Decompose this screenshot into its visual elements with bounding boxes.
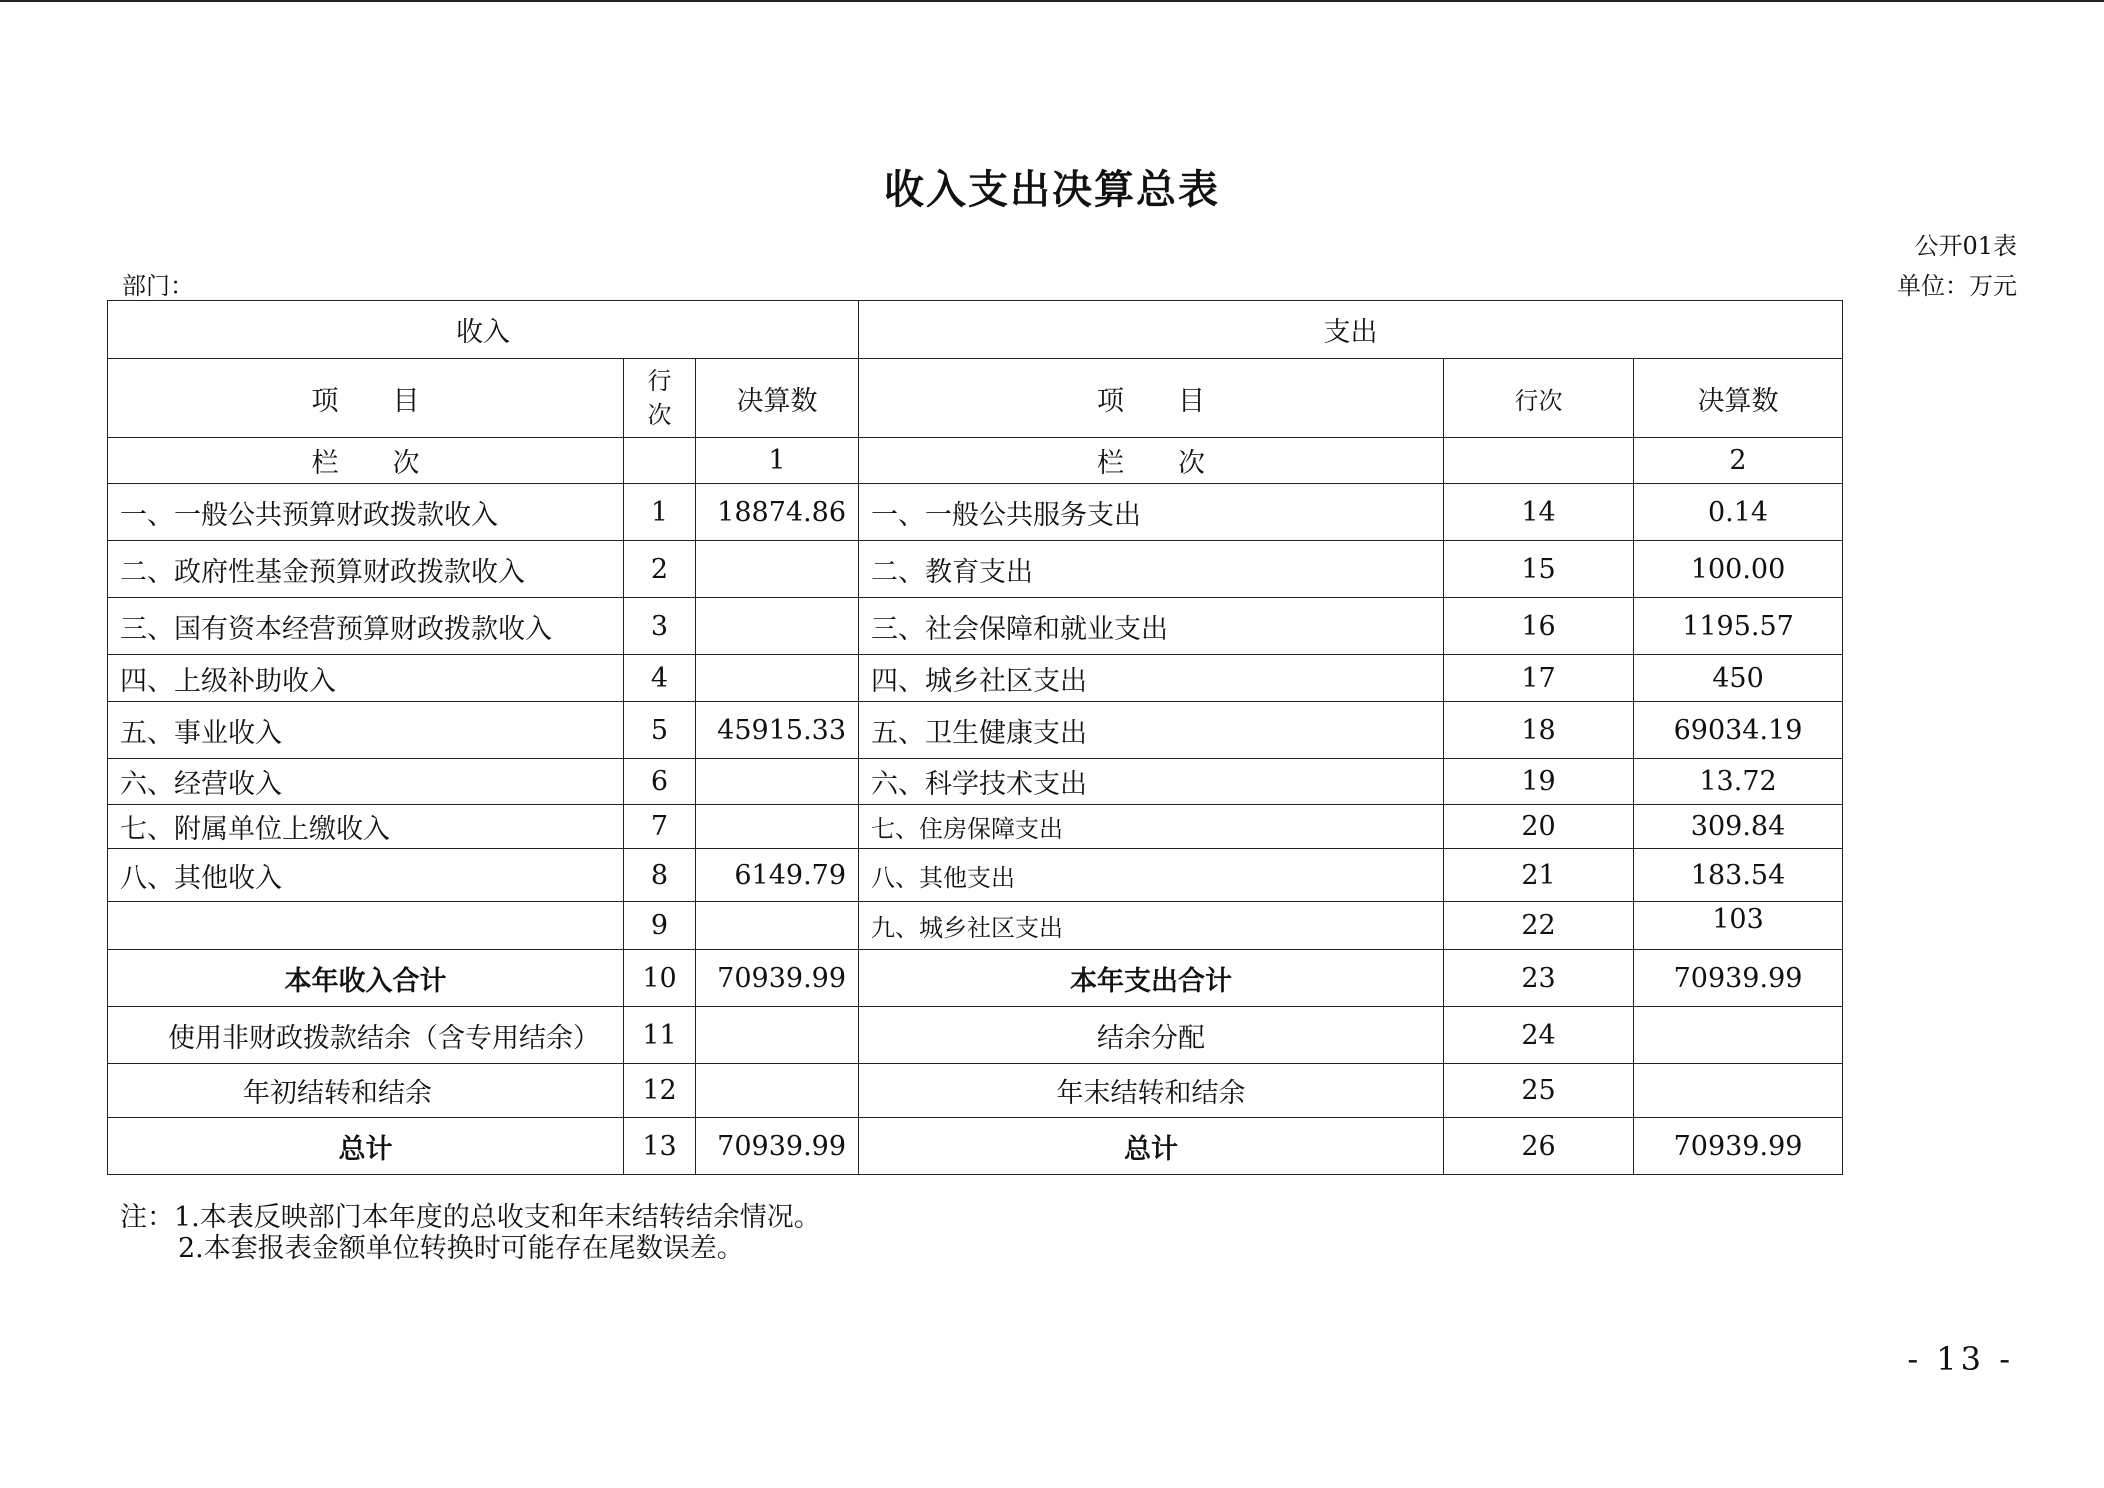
income-row-no: 2 [624, 541, 696, 598]
income-item: 三、国有资本经营预算财政拨款收入 [108, 598, 624, 655]
income-amount [696, 759, 859, 805]
expense-section-header: 支出 [859, 301, 1843, 359]
income-amount: 45915.33 [696, 702, 859, 759]
table-row [108, 484, 1843, 541]
expense-row-no: 20 [1444, 805, 1634, 849]
expense-amount: 69034.19 [1634, 702, 1843, 759]
grand-income-total-label: 总计 [108, 1118, 624, 1175]
income-item-header: 项 目 [108, 359, 624, 438]
nonfiscal-balance-amount [696, 1007, 859, 1064]
table-row [108, 655, 1843, 702]
income-row-no: 5 [624, 702, 696, 759]
balance-usage-row [108, 1007, 1843, 1064]
begin-balance-label: 年初结转和结余 [108, 1064, 624, 1118]
expense-row-no: 18 [1444, 702, 1634, 759]
surplus-distribution-amount [1634, 1007, 1843, 1064]
expense-row-no: 22 [1444, 902, 1634, 950]
income-amount-header: 决算数 [696, 359, 859, 438]
year-total-row [108, 950, 1843, 1007]
unit-label: 单位：万元 [1897, 272, 2017, 300]
income-item: 一、一般公共预算财政拨款收入 [108, 484, 624, 541]
column-number-row [108, 438, 1843, 484]
expense-item: 五、卫生健康支出 [859, 702, 1444, 759]
income-item: 四、上级补助收入 [108, 655, 624, 702]
income-item: 七、附属单位上缴收入 [108, 805, 624, 849]
year-income-total-no: 10 [624, 950, 696, 1007]
grand-income-total-no: 13 [624, 1118, 696, 1175]
note-2: 2.本套报表金额单位转换时可能存在尾数误差。 [178, 1233, 744, 1264]
table-notes [120, 1202, 821, 1264]
income-item: 六、经营收入 [108, 759, 624, 805]
income-row-no: 4 [624, 655, 696, 702]
table-row [108, 541, 1843, 598]
income-item: 二、政府性基金预算财政拨款收入 [108, 541, 624, 598]
begin-balance-amount [696, 1064, 859, 1118]
carryover-row [108, 1064, 1843, 1118]
income-row-no: 1 [624, 484, 696, 541]
page-top-border [0, 0, 2104, 2]
income-row-no: 7 [624, 805, 696, 849]
table-row [108, 902, 1843, 950]
expense-item: 二、教育支出 [859, 541, 1444, 598]
income-item: 五、事业收入 [108, 702, 624, 759]
income-row-no-header: 行 次 [624, 359, 696, 438]
surplus-distribution-no: 24 [1444, 1007, 1634, 1064]
expense-row-no: 15 [1444, 541, 1634, 598]
income-amount: 18874.86 [696, 484, 859, 541]
page-title: 收入支出决算总表 [884, 167, 1220, 213]
column-header-row [108, 359, 1843, 438]
income-amount: 6149.79 [696, 849, 859, 902]
income-expense-table [107, 300, 1843, 1175]
end-balance-no: 25 [1444, 1064, 1634, 1118]
expense-amount: 100.00 [1634, 541, 1843, 598]
income-column-label: 栏 次 [108, 438, 624, 484]
year-income-total-amount: 70939.99 [696, 950, 859, 1007]
expense-item: 九、城乡社区支出 [859, 902, 1444, 950]
expense-column-label: 栏 次 [859, 438, 1444, 484]
nonfiscal-balance-label: 使用非财政拨款结余（含专用结余） [108, 1007, 624, 1064]
table-row [108, 598, 1843, 655]
empty-cell [1444, 438, 1634, 484]
income-row-no: 8 [624, 849, 696, 902]
note-1: 注：1.本表反映部门本年度的总收支和年末结转结余情况。 [120, 1202, 821, 1233]
expense-item: 四、城乡社区支出 [859, 655, 1444, 702]
year-expense-total-no: 23 [1444, 950, 1634, 1007]
income-item: 八、其他收入 [108, 849, 624, 902]
expense-item-header: 项 目 [859, 359, 1444, 438]
expense-item: 一、一般公共服务支出 [859, 484, 1444, 541]
expense-row-no: 14 [1444, 484, 1634, 541]
grand-expense-total-no: 26 [1444, 1118, 1634, 1175]
nonfiscal-balance-no: 11 [624, 1007, 696, 1064]
empty-cell [624, 438, 696, 484]
surplus-distribution-label: 结余分配 [859, 1007, 1444, 1064]
expense-row-no-header: 行次 [1444, 359, 1634, 438]
year-expense-total-amount: 70939.99 [1634, 950, 1843, 1007]
expense-row-no: 16 [1444, 598, 1634, 655]
expense-row-no: 19 [1444, 759, 1634, 805]
expense-row-no: 21 [1444, 849, 1634, 902]
expense-item: 七、住房保障支出 [859, 805, 1444, 849]
department-label: 部门： [122, 272, 194, 300]
income-section-header: 收入 [108, 301, 859, 359]
expense-amount: 1195.57 [1634, 598, 1843, 655]
table-row [108, 849, 1843, 902]
expense-amount-header: 决算数 [1634, 359, 1843, 438]
year-expense-total-label: 本年支出合计 [859, 950, 1444, 1007]
income-item [108, 902, 624, 950]
income-row-no: 9 [624, 902, 696, 950]
expense-amount: 309.84 [1634, 805, 1843, 849]
income-row-no: 6 [624, 759, 696, 805]
expense-row-no: 17 [1444, 655, 1634, 702]
income-amount [696, 541, 859, 598]
form-code: 公开01表 [1914, 232, 2017, 260]
expense-amount: 103 [1634, 902, 1843, 950]
page-number: - 13 - [1907, 1340, 2014, 1378]
grand-total-row [108, 1118, 1843, 1175]
income-amount [696, 598, 859, 655]
grand-expense-total-label: 总计 [859, 1118, 1444, 1175]
end-balance-amount [1634, 1064, 1843, 1118]
year-income-total-label: 本年收入合计 [108, 950, 624, 1007]
table-row [108, 759, 1843, 805]
income-row-no: 3 [624, 598, 696, 655]
expense-amount: 183.54 [1634, 849, 1843, 902]
income-column-number: 1 [696, 438, 859, 484]
begin-balance-no: 12 [624, 1064, 696, 1118]
end-balance-label: 年末结转和结余 [859, 1064, 1444, 1118]
income-amount [696, 902, 859, 950]
expense-amount: 13.72 [1634, 759, 1843, 805]
expense-item: 六、科学技术支出 [859, 759, 1444, 805]
section-header-row [108, 301, 1843, 359]
expense-amount: 0.14 [1634, 484, 1843, 541]
table-row [108, 702, 1843, 759]
expense-item: 三、社会保障和就业支出 [859, 598, 1444, 655]
expense-amount: 450 [1634, 655, 1843, 702]
grand-expense-total-amount: 70939.99 [1634, 1118, 1843, 1175]
grand-income-total-amount: 70939.99 [696, 1118, 859, 1175]
income-amount [696, 655, 859, 702]
expense-item: 八、其他支出 [859, 849, 1444, 902]
expense-column-number: 2 [1634, 438, 1843, 484]
income-amount [696, 805, 859, 849]
table-row [108, 805, 1843, 849]
